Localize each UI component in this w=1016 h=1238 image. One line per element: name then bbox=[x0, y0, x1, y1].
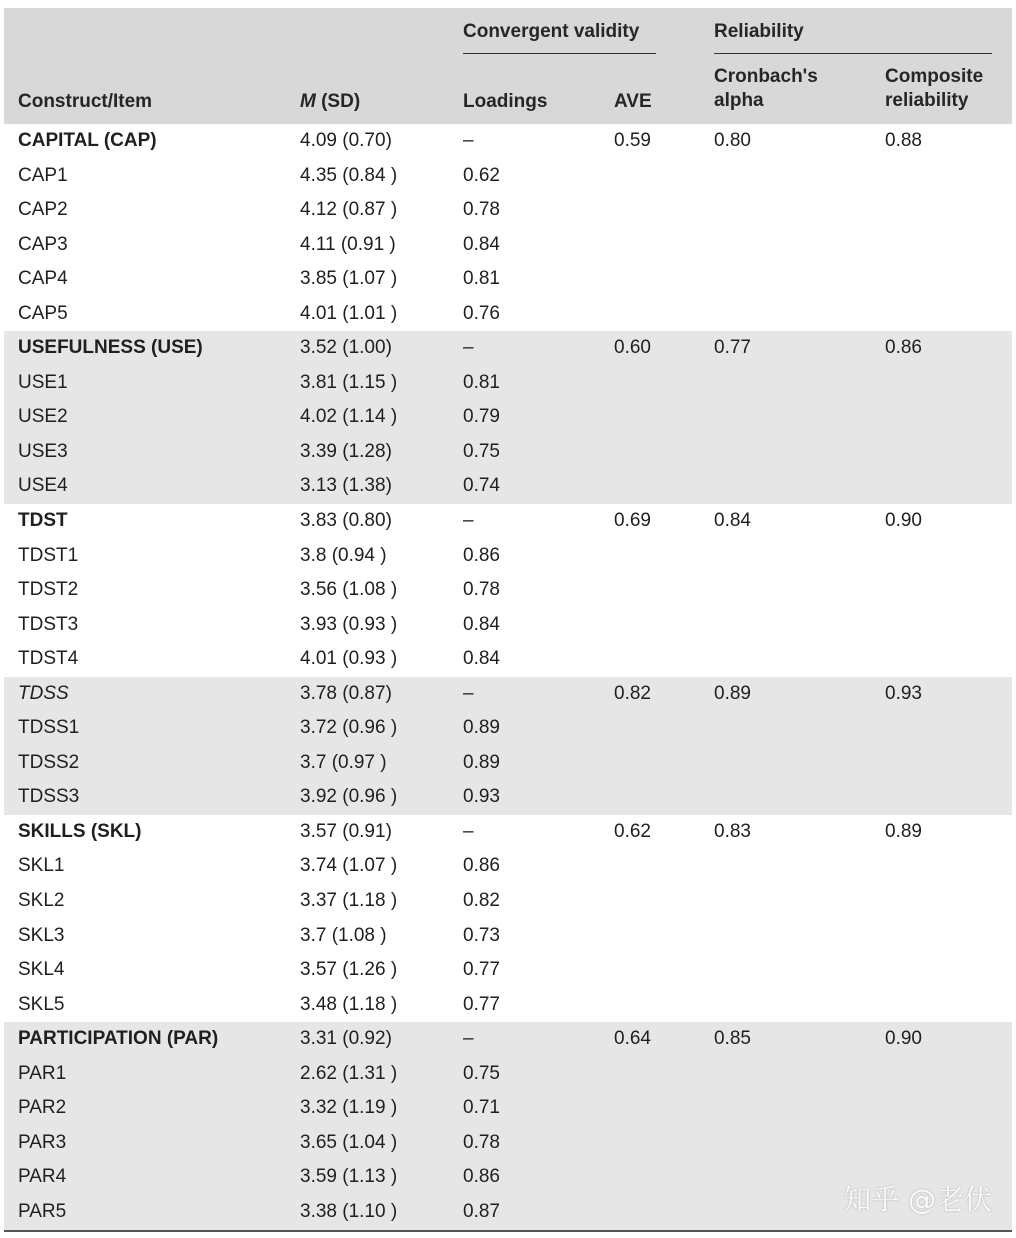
loading-cell: 0.75 bbox=[463, 1062, 500, 1084]
construct-item-heading: Construct/Item bbox=[18, 91, 153, 112]
mean-sd-cell: 4.12 (0.87 ) bbox=[300, 199, 398, 221]
reliability-heading: Reliability bbox=[714, 21, 804, 42]
construct-item-cell: PARTICIPATION (PAR) bbox=[18, 1028, 219, 1050]
construct-item-cell: USEFULNESS (USE) bbox=[18, 337, 203, 359]
item-row bbox=[4, 1091, 1012, 1126]
composite-line1: Composite bbox=[885, 66, 984, 87]
item-row bbox=[4, 228, 1012, 263]
loading-cell: 0.78 bbox=[463, 579, 500, 601]
loading-cell: 0.73 bbox=[463, 924, 500, 946]
mean-sd-cell: 4.09 (0.70) bbox=[300, 130, 392, 151]
loading-cell: 0.84 bbox=[463, 233, 500, 255]
construct-group bbox=[4, 504, 1012, 677]
construct-item-cell: USE1 bbox=[18, 371, 68, 393]
construct-item-cell: CAP3 bbox=[18, 233, 68, 255]
ave-cell: 0.59 bbox=[614, 130, 651, 151]
construct-item-cell: TDSS2 bbox=[18, 751, 80, 773]
mean-sd-cell: 3.7 (1.08 ) bbox=[300, 924, 387, 946]
item-row bbox=[4, 193, 1012, 228]
loading-cell: 0.89 bbox=[463, 717, 500, 739]
construct-item-cell: CAP5 bbox=[18, 302, 68, 324]
item-row bbox=[4, 539, 1012, 574]
item-row bbox=[4, 400, 1012, 435]
item-row bbox=[4, 711, 1012, 746]
mean-sd-cell: 4.01 (0.93 ) bbox=[300, 648, 398, 670]
item-row bbox=[4, 262, 1012, 297]
mean-sd-cell: 3.65 (1.04 ) bbox=[300, 1131, 398, 1153]
construct-row bbox=[4, 331, 1012, 366]
item-row bbox=[4, 159, 1012, 194]
construct-item-cell: USE2 bbox=[18, 406, 68, 428]
loading-cell: 0.82 bbox=[463, 890, 500, 912]
loading-cell: 0.93 bbox=[463, 786, 500, 808]
mean-sd-cell: 3.92 (0.96 ) bbox=[300, 786, 398, 808]
mean-sd-cell: 3.57 (0.91) bbox=[300, 820, 392, 842]
item-row bbox=[4, 642, 1012, 677]
mean-sd-cell: 3.32 (1.19 ) bbox=[300, 1097, 398, 1119]
construct-row bbox=[4, 124, 1012, 159]
construct-item-cell: SKL5 bbox=[18, 993, 65, 1015]
convergent-validity-heading: Convergent validity bbox=[463, 21, 640, 42]
loading-cell: 0.84 bbox=[463, 648, 500, 670]
construct-item-cell: PAR2 bbox=[18, 1097, 67, 1119]
loading-cell: 0.62 bbox=[463, 164, 500, 186]
mean-sd-cell: 3.13 (1.38) bbox=[300, 475, 392, 497]
item-row bbox=[4, 435, 1012, 470]
mean-sd-cell: 3.52 (1.00) bbox=[300, 337, 392, 359]
item-row bbox=[4, 849, 1012, 884]
item-row bbox=[4, 988, 1012, 1023]
mean-sd-cell: 3.39 (1.28) bbox=[300, 440, 392, 462]
loading-cell: 0.71 bbox=[463, 1097, 500, 1119]
construct-item-cell: TDST4 bbox=[18, 648, 79, 670]
construct-item-cell: USE4 bbox=[18, 475, 68, 497]
item-row bbox=[4, 884, 1012, 919]
m-label: M bbox=[300, 91, 316, 112]
loadings-heading: Loadings bbox=[463, 91, 548, 112]
mean-sd-cell: 3.57 (1.26 ) bbox=[300, 959, 398, 981]
cronbach-line2: alpha bbox=[714, 90, 764, 111]
loading-cell: 0.78 bbox=[463, 199, 500, 221]
mean-sd-cell: 3.59 (1.13 ) bbox=[300, 1166, 398, 1188]
ave-cell: 0.62 bbox=[614, 820, 651, 842]
composite-line2: reliability bbox=[885, 90, 969, 111]
construct-item-cell: SKL2 bbox=[18, 890, 65, 912]
item-row bbox=[4, 1057, 1012, 1092]
item-row bbox=[4, 608, 1012, 643]
table-bottom-rule bbox=[4, 1230, 1012, 1232]
loading-cell: – bbox=[463, 130, 474, 151]
loading-cell: – bbox=[463, 1028, 474, 1050]
loading-cell: 0.75 bbox=[463, 440, 500, 462]
mean-sd-cell: 4.01 (1.01 ) bbox=[300, 302, 398, 324]
mean-sd-cell: 3.38 (1.10 ) bbox=[300, 1200, 398, 1222]
ave-cell: 0.64 bbox=[614, 1028, 651, 1050]
reliability-rule bbox=[714, 53, 992, 54]
cronbach-alpha-cell: 0.84 bbox=[714, 510, 751, 532]
item-row bbox=[4, 469, 1012, 504]
mean-sd-cell: 3.37 (1.18 ) bbox=[300, 890, 398, 912]
loading-cell: 0.78 bbox=[463, 1131, 500, 1153]
construct-item-cell: SKL3 bbox=[18, 924, 65, 946]
mean-sd-cell: 4.11 (0.91 ) bbox=[300, 233, 396, 255]
loading-cell: 0.89 bbox=[463, 751, 500, 773]
loading-cell: 0.77 bbox=[463, 959, 500, 981]
construct-item-cell: TDST bbox=[18, 510, 68, 532]
item-row bbox=[4, 919, 1012, 954]
item-row bbox=[4, 297, 1012, 332]
loading-cell: 0.79 bbox=[463, 406, 500, 428]
mean-sd-cell: 3.78 (0.87) bbox=[300, 682, 392, 704]
loading-cell: 0.74 bbox=[463, 475, 500, 497]
construct-item-cell: CAPITAL (CAP) bbox=[18, 130, 157, 151]
mean-sd-cell: 3.48 (1.18 ) bbox=[300, 993, 398, 1015]
construct-row bbox=[4, 504, 1012, 539]
item-row bbox=[4, 953, 1012, 988]
mean-sd-cell: 3.72 (0.96 ) bbox=[300, 717, 398, 739]
table-header bbox=[4, 8, 1012, 124]
cronbach-alpha-heading bbox=[714, 65, 818, 113]
table-body bbox=[4, 124, 1012, 1230]
construct-item-cell: SKILLS (SKL) bbox=[18, 820, 142, 842]
mean-sd-cell: 3.8 (0.94 ) bbox=[300, 544, 387, 566]
mean-sd-cell: 3.56 (1.08 ) bbox=[300, 579, 398, 601]
composite-reliability-cell: 0.90 bbox=[885, 1028, 922, 1050]
loading-cell: 0.76 bbox=[463, 302, 500, 324]
construct-item-cell: TDST1 bbox=[18, 544, 79, 566]
mean-sd-cell: 2.62 (1.31 ) bbox=[300, 1062, 398, 1084]
construct-item-cell: TDSS3 bbox=[18, 786, 80, 808]
construct-group bbox=[4, 331, 1012, 504]
loading-cell: – bbox=[463, 682, 474, 704]
construct-item-cell: TDST2 bbox=[18, 579, 79, 601]
mean-sd-cell: 4.02 (1.14 ) bbox=[300, 406, 398, 428]
construct-item-cell: SKL1 bbox=[18, 855, 65, 877]
convergent-validity-rule bbox=[463, 53, 656, 54]
mean-sd-cell: 3.74 (1.07 ) bbox=[300, 855, 398, 877]
construct-group bbox=[4, 677, 1012, 815]
composite-reliability-cell: 0.90 bbox=[885, 510, 922, 532]
item-row bbox=[4, 1126, 1012, 1161]
loading-cell: 0.77 bbox=[463, 993, 500, 1015]
construct-row bbox=[4, 1022, 1012, 1057]
construct-item-cell: PAR4 bbox=[18, 1166, 67, 1188]
cronbach-alpha-cell: 0.80 bbox=[714, 130, 751, 151]
cronbach-alpha-cell: 0.83 bbox=[714, 820, 751, 842]
loading-cell: 0.86 bbox=[463, 544, 500, 566]
construct-item-cell: CAP2 bbox=[18, 199, 68, 221]
composite-reliability-cell: 0.88 bbox=[885, 130, 922, 151]
cronbach-alpha-cell: 0.77 bbox=[714, 337, 751, 359]
ave-cell: 0.60 bbox=[614, 337, 651, 359]
mean-sd-cell: 4.35 (0.84 ) bbox=[300, 164, 398, 186]
composite-reliability-cell: 0.93 bbox=[885, 682, 922, 704]
composite-reliability-heading bbox=[885, 65, 983, 113]
mean-sd-cell: 3.85 (1.07 ) bbox=[300, 268, 398, 290]
sd-label: (SD) bbox=[315, 91, 361, 112]
construct-item-cell: CAP1 bbox=[18, 164, 68, 186]
loading-cell: 0.87 bbox=[463, 1200, 500, 1222]
loading-cell: 0.81 bbox=[463, 371, 500, 393]
mean-sd-cell: 3.7 (0.97 ) bbox=[300, 751, 387, 773]
mean-sd-cell: 3.81 (1.15 ) bbox=[300, 371, 398, 393]
item-row bbox=[4, 573, 1012, 608]
table bbox=[4, 8, 1012, 1232]
mean-sd-cell: 3.83 (0.80) bbox=[300, 510, 392, 532]
construct-item-cell: PAR1 bbox=[18, 1062, 67, 1084]
construct-item-cell: PAR3 bbox=[18, 1131, 67, 1153]
construct-item-cell: USE3 bbox=[18, 440, 68, 462]
loading-cell: 0.81 bbox=[463, 268, 500, 290]
ave-heading: AVE bbox=[614, 91, 652, 112]
mean-sd-cell: 3.93 (0.93 ) bbox=[300, 613, 398, 635]
msd-heading bbox=[300, 90, 360, 114]
construct-item-cell: TDSS1 bbox=[18, 717, 80, 739]
ave-cell: 0.69 bbox=[614, 510, 651, 532]
cronbach-alpha-cell: 0.89 bbox=[714, 682, 751, 704]
loading-cell: – bbox=[463, 337, 474, 359]
item-row bbox=[4, 780, 1012, 815]
watermark: 知乎 @老伏 bbox=[843, 1183, 992, 1216]
construct-group bbox=[4, 124, 1012, 331]
construct-item-cell: TDSS bbox=[18, 682, 69, 704]
loading-cell: – bbox=[463, 820, 474, 842]
ave-cell: 0.82 bbox=[614, 682, 651, 704]
mean-sd-cell: 3.31 (0.92) bbox=[300, 1028, 392, 1050]
item-row bbox=[4, 746, 1012, 781]
construct-group bbox=[4, 815, 1012, 1022]
loading-cell: 0.86 bbox=[463, 855, 500, 877]
construct-item-cell: TDST3 bbox=[18, 613, 79, 635]
composite-reliability-cell: 0.89 bbox=[885, 820, 922, 842]
cronbach-line1: Cronbach's bbox=[714, 66, 818, 87]
item-row bbox=[4, 366, 1012, 401]
construct-item-cell: SKL4 bbox=[18, 959, 65, 981]
loading-cell: – bbox=[463, 510, 474, 532]
construct-item-cell: PAR5 bbox=[18, 1200, 67, 1222]
construct-row bbox=[4, 677, 1012, 712]
cronbach-alpha-cell: 0.85 bbox=[714, 1028, 751, 1050]
composite-reliability-cell: 0.86 bbox=[885, 337, 922, 359]
loading-cell: 0.86 bbox=[463, 1166, 500, 1188]
loading-cell: 0.84 bbox=[463, 613, 500, 635]
construct-row bbox=[4, 815, 1012, 850]
construct-item-cell: CAP4 bbox=[18, 268, 68, 290]
